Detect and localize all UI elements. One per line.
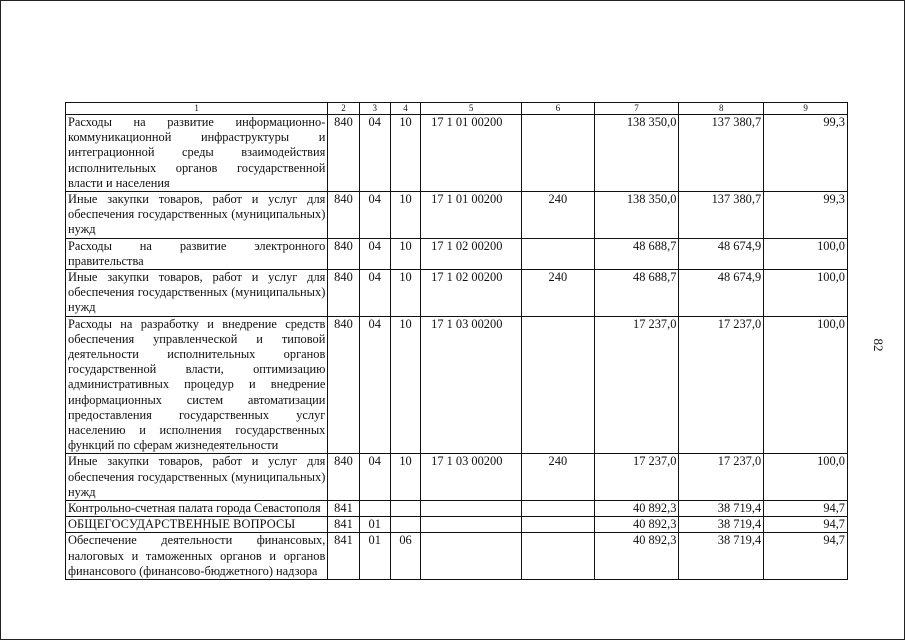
header-cell: 9 — [764, 103, 848, 115]
row-percent: 100,0 — [764, 316, 848, 454]
row-target-article: 17 1 03 00200 — [421, 316, 522, 454]
row-expense-type — [522, 517, 595, 533]
table-row — [66, 533, 848, 580]
row-percent: 100,0 — [764, 270, 848, 317]
row-ministry-code: 841 — [328, 533, 359, 580]
row-name: Обеспечение деятельности финансовых, налоговых и таможенных органов и органов финансового (финансово-бюджетного) надзора — [66, 533, 328, 580]
row-percent: 99,3 — [764, 115, 848, 192]
row-section-code: 04 — [359, 316, 390, 454]
row-name: Контрольно-счетная палата города Севастополя — [66, 501, 328, 517]
row-expense-type — [522, 501, 595, 517]
row-section-code: 04 — [359, 270, 390, 317]
row-planned: 17 237,0 — [594, 316, 679, 454]
header-cell: 6 — [522, 103, 595, 115]
row-planned: 48 688,7 — [594, 270, 679, 317]
row-section-code — [359, 501, 390, 517]
row-expense-type — [522, 316, 595, 454]
row-percent: 94,7 — [764, 501, 848, 517]
row-planned: 17 237,0 — [594, 454, 679, 501]
row-name: Расходы на развитие электронного правительства — [66, 238, 328, 269]
row-planned: 40 892,3 — [594, 517, 679, 533]
row-executed: 38 719,4 — [679, 533, 764, 580]
row-subsection-code: 10 — [390, 454, 420, 501]
row-section-code: 01 — [359, 517, 390, 533]
row-target-article: 17 1 02 00200 — [421, 270, 522, 317]
row-target-article — [421, 517, 522, 533]
row-section-code: 04 — [359, 192, 390, 239]
row-subsection-code: 10 — [390, 192, 420, 239]
row-ministry-code: 840 — [328, 192, 359, 239]
row-planned: 40 892,3 — [594, 533, 679, 580]
row-target-article: 17 1 01 00200 — [421, 192, 522, 239]
row-ministry-code: 841 — [328, 501, 359, 517]
row-section-code: 04 — [359, 115, 390, 192]
row-subsection-code: 06 — [390, 533, 420, 580]
row-name: Расходы на разработку и внедрение средств обеспечения управленческой и типовой деятельности исполнительных органов государственной власти, оптимизацию административных процедур и внедрение информационных систем автоматизации предоставления государственных услуг населению и исполнения государственных функций по сферам жизнедеятельности — [66, 316, 328, 454]
row-planned: 138 350,0 — [594, 115, 679, 192]
row-ministry-code: 840 — [328, 270, 359, 317]
table-row — [66, 115, 848, 192]
row-ministry-code: 841 — [328, 517, 359, 533]
row-percent: 94,7 — [764, 517, 848, 533]
row-name: Расходы на развитие информационно-коммуникационной инфраструктуры и интеграционной среды взаимодействия исполнительных органов государственной власти и населения — [66, 115, 328, 192]
row-executed: 48 674,9 — [679, 270, 764, 317]
table-row — [66, 501, 848, 517]
table-row — [66, 517, 848, 533]
header-row — [66, 103, 848, 115]
row-percent: 94,7 — [764, 533, 848, 580]
row-executed: 137 380,7 — [679, 192, 764, 239]
row-percent: 99,3 — [764, 192, 848, 239]
row-executed: 38 719,4 — [679, 501, 764, 517]
row-expense-type — [522, 533, 595, 580]
row-subsection-code: 10 — [390, 316, 420, 454]
header-cell: 5 — [421, 103, 522, 115]
page-number: 82 — [871, 338, 886, 352]
row-ministry-code: 840 — [328, 316, 359, 454]
row-planned: 40 892,3 — [594, 501, 679, 517]
table-row — [66, 270, 848, 317]
row-expense-type: 240 — [522, 454, 595, 501]
row-name: Иные закупки товаров, работ и услуг для обеспечения государственных (муниципальных) нужд — [66, 454, 328, 501]
row-percent: 100,0 — [764, 454, 848, 501]
row-section-code: 04 — [359, 238, 390, 269]
header-cell: 7 — [594, 103, 679, 115]
table-row — [66, 454, 848, 501]
row-subsection-code — [390, 501, 420, 517]
row-section-code: 01 — [359, 533, 390, 580]
row-section-code: 04 — [359, 454, 390, 501]
header-cell: 1 — [66, 103, 328, 115]
table-row — [66, 192, 848, 239]
row-name: ОБЩЕГОСУДАРСТВЕННЫЕ ВОПРОСЫ — [66, 517, 328, 533]
row-executed: 137 380,7 — [679, 115, 764, 192]
row-planned: 48 688,7 — [594, 238, 679, 269]
row-executed: 48 674,9 — [679, 238, 764, 269]
row-ministry-code: 840 — [328, 238, 359, 269]
row-expense-type: 240 — [522, 270, 595, 317]
row-target-article: 17 1 01 00200 — [421, 115, 522, 192]
row-target-article — [421, 533, 522, 580]
header-cell: 8 — [679, 103, 764, 115]
row-subsection-code — [390, 517, 420, 533]
header-cell: 3 — [359, 103, 390, 115]
row-executed: 38 719,4 — [679, 517, 764, 533]
row-executed: 17 237,0 — [679, 454, 764, 501]
row-expense-type — [522, 238, 595, 269]
header-cell: 4 — [390, 103, 420, 115]
row-target-article: 17 1 02 00200 — [421, 238, 522, 269]
row-subsection-code: 10 — [390, 270, 420, 317]
row-target-article: 17 1 03 00200 — [421, 454, 522, 501]
row-subsection-code: 10 — [390, 238, 420, 269]
row-percent: 100,0 — [764, 238, 848, 269]
row-ministry-code: 840 — [328, 115, 359, 192]
row-target-article — [421, 501, 522, 517]
row-ministry-code: 840 — [328, 454, 359, 501]
budget-table — [65, 102, 848, 580]
row-planned: 138 350,0 — [594, 192, 679, 239]
row-expense-type: 240 — [522, 192, 595, 239]
row-subsection-code: 10 — [390, 115, 420, 192]
header-cell: 2 — [328, 103, 359, 115]
row-expense-type — [522, 115, 595, 192]
table-row — [66, 316, 848, 454]
row-name: Иные закупки товаров, работ и услуг для обеспечения государственных (муниципальных) нужд — [66, 192, 328, 239]
table-row — [66, 238, 848, 269]
row-executed: 17 237,0 — [679, 316, 764, 454]
row-name: Иные закупки товаров, работ и услуг для обеспечения государственных (муниципальных) нужд — [66, 270, 328, 317]
